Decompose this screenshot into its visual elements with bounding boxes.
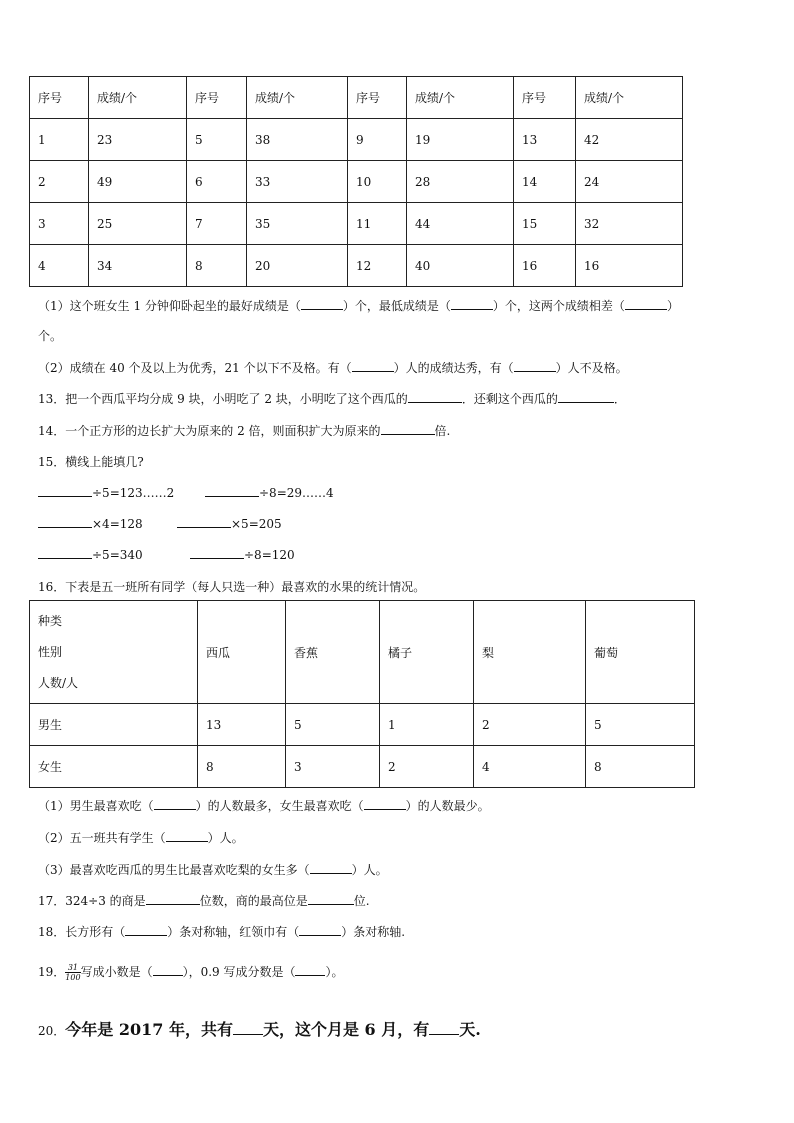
answer-blank[interactable] bbox=[299, 923, 341, 936]
answer-blank[interactable] bbox=[38, 546, 92, 559]
table-cell: 3 bbox=[286, 746, 380, 788]
table-cell: 11 bbox=[348, 203, 407, 245]
scores-table bbox=[29, 76, 683, 287]
table-cell: 38 bbox=[247, 119, 348, 161]
table-cell: 5 bbox=[286, 704, 380, 746]
header-cell: 序号 bbox=[187, 77, 247, 119]
header-cell: 序号 bbox=[30, 77, 89, 119]
table-cell: 2 bbox=[474, 704, 586, 746]
header-cell: 葡萄 bbox=[586, 601, 695, 704]
answer-blank[interactable] bbox=[514, 359, 556, 372]
q12-part1-cont: 个。 bbox=[38, 329, 63, 343]
answer-blank[interactable] bbox=[233, 1019, 263, 1035]
answer-blank[interactable] bbox=[38, 484, 92, 497]
answer-blank[interactable] bbox=[451, 297, 493, 310]
answer-blank[interactable] bbox=[38, 515, 92, 528]
table-cell: 40 bbox=[407, 245, 514, 287]
header-cell: 西瓜 bbox=[198, 601, 286, 704]
question-20: 20．今年是 2017 年，共有 天，这个月是 6 月，有 天. bbox=[38, 1020, 481, 1039]
answer-blank[interactable] bbox=[190, 546, 244, 559]
answer-blank[interactable] bbox=[308, 892, 354, 905]
header-cell: 橘子 bbox=[380, 601, 474, 704]
answer-blank[interactable] bbox=[558, 390, 614, 403]
q15-equation: ÷8=29……4 bbox=[205, 484, 334, 500]
table-cell: 13 bbox=[198, 704, 286, 746]
q15-equation: ÷8=120 bbox=[190, 546, 295, 562]
table-cell: 42 bbox=[576, 119, 683, 161]
table-cell: 35 bbox=[247, 203, 348, 245]
table-cell: 16 bbox=[514, 245, 576, 287]
answer-blank[interactable] bbox=[381, 422, 435, 435]
table-header-row bbox=[30, 601, 695, 704]
table-cell: 8 bbox=[198, 746, 286, 788]
answer-blank[interactable] bbox=[154, 797, 196, 810]
answer-blank[interactable] bbox=[429, 1019, 459, 1035]
answer-blank[interactable] bbox=[205, 484, 259, 497]
row-label: 男生 bbox=[30, 704, 198, 746]
table-cell: 33 bbox=[247, 161, 348, 203]
table-cell: 14 bbox=[514, 161, 576, 203]
answer-blank[interactable] bbox=[146, 892, 200, 905]
answer-blank[interactable] bbox=[352, 359, 394, 372]
row-label: 女生 bbox=[30, 746, 198, 788]
table-cell: 44 bbox=[407, 203, 514, 245]
answer-blank[interactable] bbox=[295, 963, 325, 976]
header-cell: 香蕉 bbox=[286, 601, 380, 704]
table-row bbox=[30, 119, 683, 161]
table-row bbox=[30, 704, 695, 746]
table-cell: 7 bbox=[187, 203, 247, 245]
table-cell: 5 bbox=[586, 704, 695, 746]
table-cell: 16 bbox=[576, 245, 683, 287]
question-17: 17．324÷3 的商是 位数，商的最高位是 位. bbox=[38, 894, 370, 908]
table-cell: 19 bbox=[407, 119, 514, 161]
table-cell: 4 bbox=[474, 746, 586, 788]
q16-part2: （2）五一班共有学生（ ）人。 bbox=[38, 831, 244, 845]
table-cell: 32 bbox=[576, 203, 683, 245]
q12-part2: （2）成绩在 40 个及以上为优秀，21 个以下不及格。有（ ）人的成绩达秀，有（ ）人不及格。 bbox=[38, 361, 628, 375]
table-cell: 8 bbox=[187, 245, 247, 287]
table-cell: 15 bbox=[514, 203, 576, 245]
table-cell: 1 bbox=[380, 704, 474, 746]
answer-blank[interactable] bbox=[153, 963, 183, 976]
table-cell: 10 bbox=[348, 161, 407, 203]
q16-part3: （3）最喜欢吃西瓜的男生比最喜欢吃梨的女生多（ ）人。 bbox=[38, 863, 388, 877]
fruit-table bbox=[29, 600, 695, 788]
fraction: $\frac{31}{100}$ bbox=[65, 963, 81, 982]
q15-equation: ÷5=123……2 bbox=[38, 484, 174, 500]
table-cell: 24 bbox=[576, 161, 683, 203]
answer-blank[interactable] bbox=[125, 923, 167, 936]
table-cell: 25 bbox=[89, 203, 187, 245]
table-cell: 9 bbox=[348, 119, 407, 161]
table-cell: 23 bbox=[89, 119, 187, 161]
question-18: 18．长方形有（ ）条对称轴，红领巾有（ ）条对称轴. bbox=[38, 925, 406, 939]
table-cell: 6 bbox=[187, 161, 247, 203]
question-19: 19． $\frac{31}{100}$ 写成小数是（ ），0.9 写成分数是（ ）。 bbox=[38, 963, 344, 982]
table-row bbox=[30, 161, 683, 203]
header-cell: 成绩/个 bbox=[89, 77, 187, 119]
table-header-row bbox=[30, 77, 683, 119]
table-cell: 3 bbox=[30, 203, 89, 245]
answer-blank[interactable] bbox=[364, 797, 406, 810]
table-cell: 28 bbox=[407, 161, 514, 203]
q15-equation: ÷5=340 bbox=[38, 546, 143, 562]
table-cell: 4 bbox=[30, 245, 89, 287]
answer-blank[interactable] bbox=[408, 390, 462, 403]
table-cell: 1 bbox=[30, 119, 89, 161]
answer-blank[interactable] bbox=[625, 297, 667, 310]
answer-blank[interactable] bbox=[301, 297, 343, 310]
header-cell: 序号 bbox=[348, 77, 407, 119]
table-row bbox=[30, 203, 683, 245]
table-cell: 49 bbox=[89, 161, 187, 203]
table-row bbox=[30, 245, 683, 287]
question-13: 13．把一个西瓜平均分成 9 块，小明吃了 2 块，小明吃了这个西瓜的 ．还剩这个西瓜的 ． bbox=[38, 392, 626, 406]
table-cell: 2 bbox=[30, 161, 89, 203]
table-row bbox=[30, 746, 695, 788]
header-cell: 成绩/个 bbox=[407, 77, 514, 119]
question-15-title: 15．横线上能填几? bbox=[38, 455, 144, 469]
answer-blank[interactable] bbox=[310, 861, 352, 874]
table-cell: 8 bbox=[586, 746, 695, 788]
question-14: 14．一个正方形的边长扩大为原来的 2 倍，则面积扩大为原来的 倍. bbox=[38, 424, 451, 438]
q15-equation: ×5=205 bbox=[177, 515, 282, 531]
header-cell: 成绩/个 bbox=[247, 77, 348, 119]
q16-part1: （1）男生最喜欢吃（ ）的人数最多，女生最喜欢吃（ ）的人数最少。 bbox=[38, 799, 490, 813]
answer-blank[interactable] bbox=[177, 515, 231, 528]
table-cell: 13 bbox=[514, 119, 576, 161]
header-cell: 梨 bbox=[474, 601, 586, 704]
table-cell: 12 bbox=[348, 245, 407, 287]
question-16-title: 16．下表是五一班所有同学（每人只选一种）最喜欢的水果的统计情况。 bbox=[38, 580, 426, 594]
header-cell: 成绩/个 bbox=[576, 77, 683, 119]
q15-equation: ×4=128 bbox=[38, 515, 143, 531]
q12-part1: （1）这个班女生 1 分钟仰卧起坐的最好成绩是（ ）个，最低成绩是（ ）个，这两个成绩相差（ ） bbox=[38, 299, 679, 313]
table-cell: 5 bbox=[187, 119, 247, 161]
answer-blank[interactable] bbox=[166, 829, 208, 842]
table-cell: 34 bbox=[89, 245, 187, 287]
table-cell: 20 bbox=[247, 245, 348, 287]
corner-header-cell: 种类 性别 人数/人 bbox=[30, 601, 198, 704]
header-cell: 序号 bbox=[514, 77, 576, 119]
table-cell: 2 bbox=[380, 746, 474, 788]
